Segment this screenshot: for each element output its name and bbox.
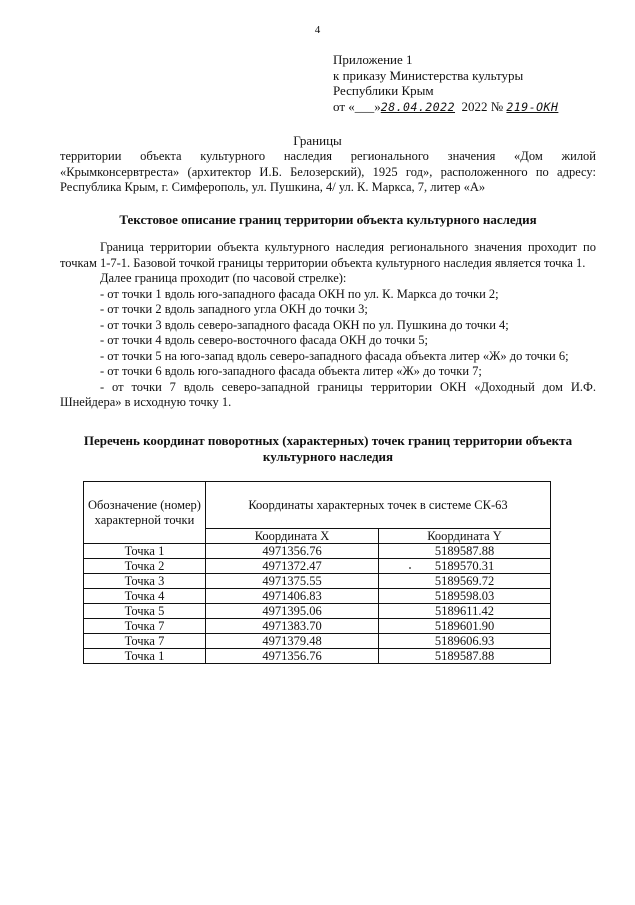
x-cell: 4971375.55 (206, 574, 379, 589)
coords-title-line-1: Перечень координат поворотных (характерных) точек границ территории объекта (83, 433, 573, 448)
point-cell: Точка 4 (84, 589, 206, 604)
table-row (84, 559, 551, 574)
date-year: 2022 № (461, 98, 504, 114)
y-cell: 5189587.88 (379, 544, 551, 559)
page-number: 4 (314, 24, 321, 36)
y-cell: 5189570.31 (379, 559, 551, 574)
table-row (84, 634, 551, 649)
x-cell: 4971356.76 (206, 649, 379, 664)
lead-paragraph: Далее граница проходит (по часовой стрелке): (100, 271, 347, 285)
col-y-header: Координата Y (379, 529, 551, 544)
x-cell: 4971372.47 (206, 559, 379, 574)
intro-paragraph: Граница территории объекта культурного наследия регионального значения проходит по точкам 1-7-1. Базовой точкой границы территории объекта культурного наследия является точка 1. (60, 240, 596, 270)
x-cell: 4971406.83 (206, 589, 379, 604)
coordinates-table (83, 481, 551, 664)
step-7: - от точки 7 вдоль северо-западной границы территории ОКН «Доходный дом И.Ф. Шнейдера» в исходную точку 1. (60, 379, 596, 409)
appendix-line-1: Приложение 1 (333, 52, 413, 67)
text-section-title: Текстовое описание границ территории объекта культурного наследия (119, 212, 537, 227)
x-cell: 4971356.76 (206, 544, 379, 559)
table-row (84, 544, 551, 559)
y-cell: 5189606.93 (379, 634, 551, 649)
coords-section-title (60, 433, 596, 464)
step-6: - от точки 6 вдоль юго-западного фасада объекта литер «Ж» до точки 7; (100, 364, 482, 378)
point-cell: Точка 5 (84, 604, 206, 619)
col-designation-header: Обозначение (номер) характерной точки (84, 482, 206, 544)
y-cell: 5189601.90 (379, 619, 551, 634)
heading-title: Границы (293, 133, 342, 148)
table-header-row (84, 482, 551, 529)
x-cell: 4971395.06 (206, 604, 379, 619)
date-prefix: от «___» (333, 98, 381, 114)
point-cell: Точка 1 (84, 649, 206, 664)
table-row (84, 649, 551, 664)
y-cell: 5189587.88 (379, 649, 551, 664)
object-description: территории объекта культурного наследия регионального значения «Дом жилой «Крымконсервтреста» (архитектор И.Б. Белозерский), 1925 год», расположенного по адресу: Республика Крым, г. Симферополь, ул. Пушкина, 4/ ул. К. Маркса, 7, литер «А» (60, 149, 596, 194)
col-x-header: Координата X (206, 529, 379, 544)
appendix-line-2: к приказу Министерства культуры (333, 67, 524, 83)
coords-title-line-2: культурного наследия (262, 448, 394, 464)
handwritten-order-number: 219-ОКН (506, 99, 559, 114)
point-cell: Точка 7 (84, 634, 206, 649)
table-row (84, 604, 551, 619)
x-cell: 4971383.70 (206, 619, 379, 634)
scan-speck (409, 567, 411, 569)
point-cell: Точка 2 (84, 559, 206, 574)
text-section-body (60, 240, 596, 411)
point-cell: Точка 1 (84, 544, 206, 559)
handwritten-date: 28.04.2022 (380, 99, 456, 114)
point-cell: Точка 7 (84, 619, 206, 634)
appendix-line-3: Республики Крым (333, 83, 434, 98)
step-5: - от точки 5 на юго-запад вдоль северо-западного фасада объекта литер «Ж» до точки 6; (100, 348, 569, 363)
x-cell: 4971379.48 (206, 634, 379, 649)
y-cell: 5189569.72 (379, 574, 551, 589)
step-2: - от точки 2 вдоль западного угла ОКН до точки 3; (100, 302, 368, 316)
table-row (84, 589, 551, 604)
appendix-date-line (333, 99, 558, 116)
table-row (84, 619, 551, 634)
y-cell: 5189611.42 (379, 604, 551, 619)
table-row (84, 574, 551, 589)
step-3: - от точки 3 вдоль северо-западного фасада ОКН по ул. Пушкина до точки 4; (100, 317, 509, 332)
point-cell: Точка 3 (84, 574, 206, 589)
y-cell: 5189598.03 (379, 589, 551, 604)
appendix-header (333, 52, 558, 115)
step-4: - от точки 4 вдоль северо-восточного фасада ОКН до точки 5; (100, 333, 428, 347)
step-1: - от точки 1 вдоль юго-западного фасада ОКН по ул. К. Маркса до точки 2; (100, 286, 499, 301)
col-group-header: Координаты характерных точек в системе СК-63 (206, 482, 551, 529)
